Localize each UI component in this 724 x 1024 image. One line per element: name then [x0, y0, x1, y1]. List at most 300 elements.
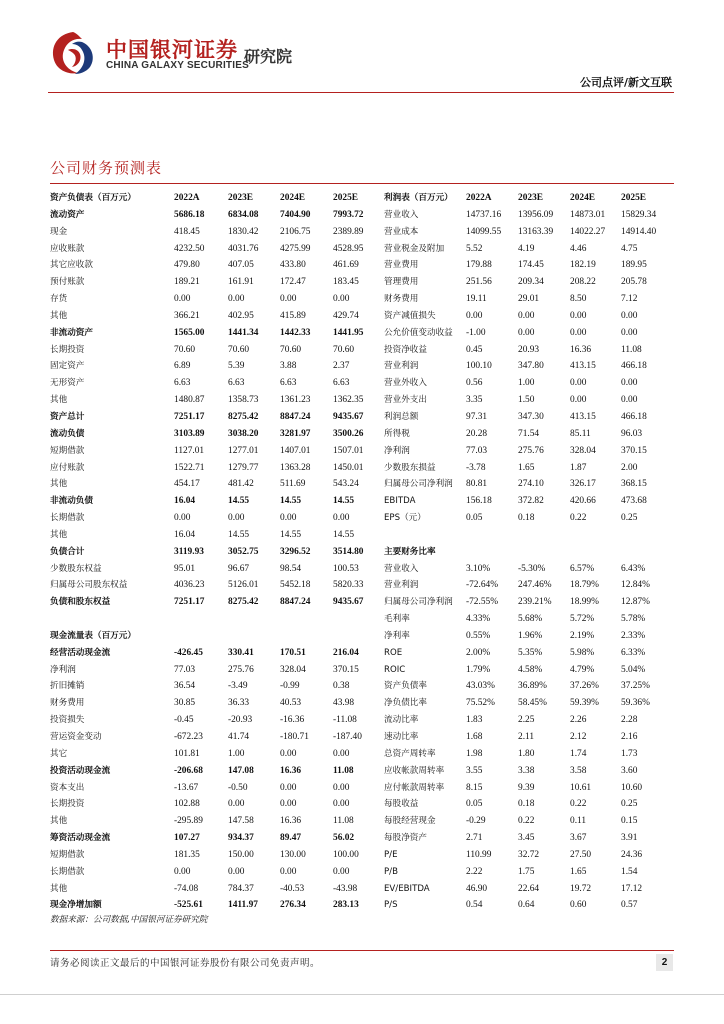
row-label: 资产负债率 [384, 681, 427, 692]
cell-value: 1361.23 [280, 395, 311, 406]
cell-value: 0.00 [280, 799, 297, 810]
right-table-row [384, 493, 674, 510]
left-table-row [50, 291, 360, 308]
cell-value: 328.04 [280, 664, 306, 675]
cell-value: 429.74 [333, 310, 359, 321]
left-table-row [50, 561, 360, 578]
row-label: 净负债比率 [384, 698, 427, 709]
row-label: 流动负债 [50, 428, 85, 439]
cell-value: 58.45% [518, 698, 547, 709]
cell-value: 2389.89 [333, 226, 364, 237]
cell-value: 3.58 [570, 765, 587, 776]
row-label: 资产负债表（百万元） [50, 193, 136, 203]
cell-value: 0.15 [621, 816, 638, 827]
cell-value: 2025E [333, 193, 359, 203]
cell-value: 182.19 [570, 260, 596, 271]
cell-value: 8.15 [466, 782, 483, 793]
right-table-row [384, 645, 674, 662]
cell-value: 32.72 [518, 849, 540, 860]
cell-value: 0.00 [280, 748, 297, 759]
left-table-row [50, 241, 364, 258]
cell-value: 102.88 [174, 799, 200, 810]
cell-value: 18.99% [570, 597, 599, 608]
cell-value: 70.60 [228, 344, 250, 355]
cell-value: 4.58% [518, 664, 543, 675]
right-table-row [384, 358, 674, 375]
right-table-row [384, 881, 674, 898]
cell-value: 402.95 [228, 310, 254, 321]
cell-value: 370.15 [333, 664, 359, 675]
right-table-row [384, 611, 674, 628]
cell-value: 15829.34 [621, 209, 657, 220]
cell-value: 0.60 [570, 900, 587, 911]
cell-value: -672.23 [174, 732, 203, 742]
cell-value: 0.18 [518, 513, 535, 524]
row-label: 无形资产 [50, 378, 85, 389]
cell-value: 0.00 [621, 395, 638, 406]
cell-value: 5.78% [621, 614, 646, 625]
row-label: 其它应收款 [50, 260, 93, 271]
cell-value: 14.55 [333, 529, 355, 540]
right-table-row [384, 241, 674, 258]
galaxy-logo-icon [48, 30, 98, 76]
row-label: 管理费用 [384, 277, 419, 288]
cell-value: 2.37 [333, 361, 350, 372]
cell-value: 3.91 [621, 833, 638, 844]
row-label: 归属母公司净利润 [384, 597, 453, 608]
cell-value: 0.57 [621, 900, 638, 911]
cell-value: 4.46 [570, 243, 587, 254]
cell-value: 189.95 [621, 260, 647, 271]
cell-value: 189.21 [174, 277, 200, 288]
right-table-row [384, 257, 674, 274]
row-label: 其他 [50, 479, 68, 490]
cell-value: 1.54 [621, 866, 638, 877]
row-label: 速动比率 [384, 732, 419, 742]
cell-value: 3281.97 [280, 428, 311, 439]
left-table-row [50, 864, 360, 881]
brand-name-en: CHINA GALAXY SECURITIES [106, 60, 249, 71]
cell-value: 0.00 [280, 294, 297, 305]
cell-value: 1362.35 [333, 395, 364, 406]
left-table-row [50, 476, 360, 493]
row-label: 净利率 [384, 630, 410, 641]
right-table-row [384, 662, 674, 679]
cell-value: 5.72% [570, 614, 595, 625]
row-label: 归属母公司净利润 [384, 479, 453, 490]
cell-value: 36.54 [174, 681, 196, 692]
row-label: 少数股东损益 [384, 462, 436, 473]
cell-value: 347.30 [518, 411, 544, 422]
cell-value: 328.04 [570, 445, 596, 456]
cell-value: 161.91 [228, 277, 254, 288]
page-number: 2 [656, 954, 673, 971]
right-table-row [384, 291, 674, 308]
left-table-row [50, 527, 360, 544]
cell-value: 0.00 [228, 866, 245, 877]
row-label: 主要财务比率 [384, 546, 436, 557]
row-label: 营业利润 [384, 580, 419, 591]
cell-value: 16.04 [174, 529, 196, 540]
cell-value: 0.25 [621, 799, 638, 810]
cell-value: 156.18 [466, 496, 492, 507]
row-label: 财务费用 [384, 294, 419, 305]
left-table-row [50, 224, 364, 241]
left-table-row [50, 763, 360, 780]
left-table-row [50, 594, 364, 611]
cell-value: 1.87 [570, 462, 587, 473]
cell-value: 14737.16 [466, 209, 502, 220]
cell-value: 1.65 [518, 462, 535, 473]
row-label: 固定资产 [50, 361, 85, 372]
left-table-row [50, 325, 364, 342]
cell-value: 183.45 [333, 277, 359, 288]
cell-value: 80.81 [466, 479, 488, 490]
right-table-row [384, 746, 674, 763]
cell-value: 1507.01 [333, 445, 364, 456]
cell-value: 0.05 [466, 513, 483, 524]
cell-value: 0.00 [621, 327, 638, 338]
cell-value: 4.75 [621, 243, 638, 254]
row-label: 每股净资产 [384, 833, 427, 844]
cell-value: 77.03 [174, 664, 196, 675]
cell-value: 11.08 [333, 765, 354, 776]
table-spacer [50, 611, 360, 628]
cell-value: 1411.97 [228, 900, 258, 911]
right-table-row [384, 594, 674, 611]
row-label: 营业利润 [384, 361, 419, 372]
cell-value: 1830.42 [228, 226, 259, 237]
cell-value: 1.73 [621, 748, 638, 759]
cell-value: 366.21 [174, 310, 200, 321]
cell-value: 3.88 [280, 361, 297, 372]
left-table-row [50, 678, 360, 695]
cell-value: 6.57% [570, 563, 595, 574]
section-title: 公司财务预测表 [50, 159, 163, 177]
cell-value: -525.61 [174, 900, 203, 911]
left-table-row [50, 510, 360, 527]
row-label: 其他 [50, 310, 68, 321]
cell-value: -20.93 [228, 715, 253, 726]
cell-value: 8847.24 [280, 411, 311, 422]
cell-value: 5.39 [228, 361, 245, 372]
cell-value: 1441.95 [333, 327, 364, 338]
cell-value: 2106.75 [280, 226, 311, 237]
cell-value: 368.15 [621, 479, 647, 490]
cell-value: 2022A [174, 193, 200, 203]
cell-value: 181.35 [174, 849, 200, 860]
right-table-row [384, 897, 674, 914]
cell-value: 0.00 [570, 378, 587, 389]
cell-value: 20.93 [518, 344, 540, 355]
row-label: 总资产周转率 [384, 748, 436, 759]
cell-value: 6.63 [228, 378, 245, 389]
cell-value: 8275.42 [228, 411, 259, 422]
cell-value: 59.36% [621, 698, 650, 709]
left-table-row [50, 746, 360, 763]
right-table-row [384, 190, 674, 207]
cell-value: 543.24 [333, 479, 359, 490]
cell-value: 43.03% [466, 681, 495, 692]
footer-disclaimer: 请务必阅读正文最后的中国银河证券股份有限公司免责声明。 [50, 958, 321, 969]
cell-value: 130.00 [280, 849, 306, 860]
cell-value: 46.90 [466, 883, 488, 894]
right-table-row [384, 224, 674, 241]
right-table-row [384, 342, 674, 359]
cell-value: 466.18 [621, 361, 647, 372]
left-table-row [50, 780, 360, 797]
row-label: 现金净增加额 [50, 900, 102, 911]
cell-value: 216.04 [333, 647, 359, 658]
row-label: 每股经营现金 [384, 816, 436, 827]
cell-value: 2.00 [621, 462, 638, 473]
header-divider [48, 92, 674, 93]
cell-value: 0.00 [280, 513, 297, 524]
cell-value: 16.36 [280, 816, 302, 827]
cell-value: 372.82 [518, 496, 544, 507]
right-table-row [384, 813, 674, 830]
cell-value: 5126.01 [228, 580, 259, 591]
cell-value: 347.80 [518, 361, 544, 372]
cell-value: -206.68 [174, 765, 203, 776]
row-label: 应付帐款周转率 [384, 782, 445, 793]
cell-value: 0.00 [228, 294, 245, 305]
cell-value: 0.00 [621, 378, 638, 389]
cell-value: 5.52 [466, 243, 483, 254]
cell-value: -426.45 [174, 647, 203, 658]
row-label: 其他 [50, 529, 68, 540]
cell-value: -43.98 [333, 883, 358, 894]
left-table-row [50, 662, 360, 679]
cell-value: -0.99 [280, 681, 300, 692]
cell-value: 784.37 [228, 883, 254, 894]
cell-value: 14914.40 [621, 226, 657, 237]
cell-value: 98.54 [280, 563, 302, 574]
cell-value: 1279.77 [228, 462, 259, 473]
title-divider [50, 183, 674, 184]
cell-value: 2.26 [570, 715, 587, 726]
cell-value: 0.00 [280, 782, 297, 793]
left-table-row [50, 830, 360, 847]
cell-value: -0.50 [228, 782, 248, 793]
cell-value: 10.61 [570, 782, 592, 793]
cell-value: 8275.42 [228, 597, 259, 608]
cell-value: 100.00 [333, 849, 359, 860]
source-note: 数据来源：公司数据,中国银河证券研究院 [50, 915, 208, 925]
cell-value: 1.96% [518, 630, 543, 641]
cell-value: 37.25% [621, 681, 650, 692]
cell-value: 9435.67 [333, 597, 364, 608]
row-label: 公允价值变动收益 [384, 327, 453, 338]
cell-value: 1277.01 [228, 445, 259, 456]
cell-value: 275.76 [228, 664, 254, 675]
cell-value: 9435.67 [333, 411, 364, 422]
cell-value: 3296.52 [280, 546, 311, 557]
cell-value: 1.83 [466, 715, 483, 726]
left-table-row [50, 544, 364, 561]
cell-value: 934.37 [228, 833, 254, 844]
cell-value: 2.16 [621, 732, 638, 742]
row-label: 短期借款 [50, 849, 85, 860]
cell-value: 1480.87 [174, 395, 205, 406]
cell-value: 0.00 [333, 866, 350, 877]
cell-value: 1.98 [466, 748, 483, 759]
cell-value: 420.66 [570, 496, 596, 507]
row-label: 长期投资 [50, 799, 85, 810]
right-table-row [384, 476, 674, 493]
cell-value: -1.00 [466, 327, 486, 338]
row-label: 毛利率 [384, 614, 410, 625]
cell-value: -72.64% [466, 580, 499, 591]
row-label: 净利润 [50, 664, 76, 675]
cell-value: -72.55% [466, 597, 499, 608]
cell-value: -40.53 [280, 883, 305, 894]
cell-value: 0.55% [466, 630, 491, 641]
brand-name-cn: 中国银河证券 [106, 38, 238, 62]
right-table-row [384, 561, 674, 578]
cell-value: 3119.93 [174, 546, 204, 557]
cell-value: 37.26% [570, 681, 599, 692]
cell-value: 17.12 [621, 883, 643, 894]
cell-value: 40.53 [280, 698, 302, 709]
left-table-row [50, 375, 360, 392]
cell-value: 2024E [570, 193, 596, 203]
cell-value: 1522.71 [174, 462, 205, 473]
cell-value: 3.67 [570, 833, 587, 844]
right-table-row [384, 628, 674, 645]
cell-value: 0.00 [174, 294, 191, 305]
cell-value: -74.08 [174, 883, 199, 894]
left-table-row [50, 426, 364, 443]
cell-value: 0.64 [518, 900, 535, 911]
cell-value: 5820.33 [333, 580, 364, 591]
row-label: 营业外收入 [384, 378, 427, 389]
cell-value: 1.00 [228, 748, 245, 759]
cell-value: 1.74 [570, 748, 587, 759]
cell-value: 9.39 [518, 782, 535, 793]
row-label: 现金流量表（百万元） [50, 630, 136, 641]
cell-value: -16.36 [280, 715, 305, 726]
cell-value: 3514.80 [333, 546, 364, 557]
row-label: P/S [384, 900, 398, 911]
cell-value: 209.34 [518, 277, 544, 288]
row-label: 所得税 [384, 428, 410, 439]
row-label: 营运资金变动 [50, 732, 102, 742]
left-table-row [50, 493, 360, 510]
right-table-row [384, 712, 674, 729]
cell-value: 4036.23 [174, 580, 205, 591]
row-label: 资产减值损失 [384, 310, 436, 321]
row-label: 营业税金及附加 [384, 243, 445, 254]
cell-value: -180.71 [280, 732, 309, 742]
cell-value: 5.68% [518, 614, 543, 625]
row-label: EV/EBITDA [384, 883, 430, 894]
cell-value: 6834.08 [228, 209, 259, 220]
row-label: 利润总额 [384, 411, 419, 422]
cell-value: 3.60 [621, 765, 638, 776]
cell-value: 413.15 [570, 361, 596, 372]
cell-value: 14.55 [333, 496, 355, 507]
cell-value: 6.63 [174, 378, 191, 389]
cell-value: 0.22 [570, 799, 587, 810]
cell-value: 1407.01 [280, 445, 311, 456]
cell-value: 466.18 [621, 411, 647, 422]
cell-value: 14.55 [228, 529, 250, 540]
cell-value: 14099.55 [466, 226, 502, 237]
cell-value: 12.84% [621, 580, 650, 591]
cell-value: 461.69 [333, 260, 359, 271]
cell-value: 239.21% [518, 597, 552, 608]
cell-value: 2023E [228, 193, 254, 203]
cell-value: 41.74 [228, 732, 250, 742]
row-label: 负债和股东权益 [50, 597, 111, 608]
cell-value: 70.60 [333, 344, 355, 355]
cell-value: 147.08 [228, 765, 254, 776]
cell-value: 3.10% [466, 563, 491, 574]
left-table-row [50, 409, 364, 426]
row-label: 投资净收益 [384, 344, 427, 355]
right-table-row [384, 409, 674, 426]
cell-value: 18.79% [570, 580, 599, 591]
cell-value: 0.45 [466, 344, 483, 355]
cell-value: -295.89 [174, 816, 203, 827]
cell-value: 29.01 [518, 294, 540, 305]
left-table-row [50, 274, 360, 291]
cell-value: 107.27 [174, 833, 200, 844]
cell-value: 247.46% [518, 580, 552, 591]
cell-value: 6.33% [621, 647, 646, 658]
cell-value: 36.33 [228, 698, 250, 709]
row-label: 投资活动现金流 [50, 765, 111, 776]
cell-value: 1.79% [466, 664, 491, 675]
cell-value: 0.00 [570, 395, 587, 406]
cell-value: 1.00 [518, 378, 535, 389]
row-label: 负债合计 [50, 546, 85, 557]
row-label: EPS（元） [384, 513, 426, 524]
cell-value: 0.54 [466, 900, 483, 911]
cell-value: 2022A [466, 193, 492, 203]
cell-value: 418.45 [174, 226, 200, 237]
row-label: 应收帐款周转率 [384, 765, 445, 776]
cell-value: 14022.27 [570, 226, 606, 237]
row-label: 资本支出 [50, 782, 85, 793]
cell-value: 4.33% [466, 614, 491, 625]
cell-value: 1.80 [518, 748, 535, 759]
cell-value: 20.28 [466, 428, 488, 439]
cell-value: 3.45 [518, 833, 535, 844]
cell-value: 2.19% [570, 630, 595, 641]
row-label: 其他 [50, 816, 68, 827]
row-label: 流动比率 [384, 715, 419, 726]
cell-value: 27.50 [570, 849, 592, 860]
left-table-row [50, 577, 364, 594]
cell-value: 0.18 [518, 799, 535, 810]
cell-value: 5686.18 [174, 209, 205, 220]
cell-value: 5452.18 [280, 580, 311, 591]
cell-value: 2.71 [466, 833, 483, 844]
cell-value: 6.63 [333, 378, 350, 389]
cell-value: 43.98 [333, 698, 355, 709]
row-label: 非流动资产 [50, 327, 93, 338]
left-table-row [50, 392, 364, 409]
row-label: 其他 [50, 395, 68, 406]
row-label: P/E [384, 849, 398, 860]
cell-value: 205.78 [621, 277, 647, 288]
left-table-row [50, 813, 360, 830]
cell-value: 326.17 [570, 479, 596, 490]
left-table-row [50, 628, 360, 645]
left-table-row [50, 796, 360, 813]
